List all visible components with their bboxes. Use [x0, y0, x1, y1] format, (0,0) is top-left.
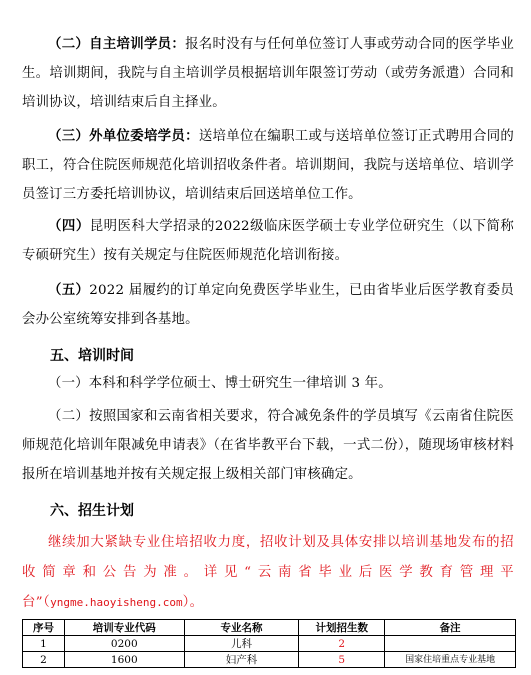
header-index: 序号	[23, 620, 65, 636]
table-header-row	[23, 620, 516, 636]
enrollment-plan-table	[22, 619, 516, 668]
commissioned-trainee-label: （三）外单位委培学员：	[48, 128, 199, 144]
header-planned-count: 计划招生数	[299, 620, 385, 636]
self-trainee-text: 报名时没有与任何单位签订人事或劳动合同的医学毕业生。培训期间，我院与自主培训学员根据培训年限签订劳动（或劳务派遣）合同和培训协议，培训结束后自主择业。	[22, 37, 514, 110]
cell-index: 1	[23, 636, 65, 652]
header-specialty-name: 专业名称	[184, 620, 299, 636]
cell-specialty-code: 1600	[64, 652, 184, 668]
master-students-text: 昆明医科大学招录的2022级临床医学硕士专业学位研究生（以下简称专硕研究生）按有关规定与住院医师规范化培训衔接。	[22, 219, 514, 263]
heading-enrollment-plan: 六、招生计划	[50, 503, 134, 519]
training-time-item-1: （一）本科和科学学位硕士、博士研究生一律培训 3 年。	[48, 376, 392, 391]
training-time-item-2: （二）按照国家和云南省相关要求，符合减免条件的学员填写《云南省住院医师规范化培训年限减免申请表》（在省毕教平台下载，一式二份），随现场审核材料报所在培训基地并按有关规定报上级相关部门审核确定。	[22, 409, 514, 482]
enrollment-plan-text	[22, 528, 514, 618]
heading-training-time: 五、培训时间	[50, 348, 134, 364]
table-row	[23, 636, 516, 652]
enrollment-plan-end: ）。	[182, 595, 204, 610]
table-row	[23, 652, 516, 668]
header-remarks: 备注	[385, 620, 516, 636]
order-graduates-text: 2022 届履约的订单定向免费医学毕业生，已由省毕业后医学教育委员会办公室统筹安排到各基地。	[22, 283, 514, 327]
commissioned-trainee-text: 送培单位在编职工或与送培单位签订正式聘用合同的职工，符合住院医师规范化培训招收条件者。培训期间，我院与送培单位、培训学员签订三方委托培训协议，培训结束后回送培单位工作。	[22, 129, 514, 202]
master-students-label: （四）	[48, 218, 90, 234]
cell-remarks	[385, 636, 516, 652]
cell-planned-count: 5	[299, 652, 385, 668]
cell-remarks: 国家住培重点专业基地	[385, 652, 516, 668]
paragraph-self-trainee	[22, 30, 514, 117]
cell-specialty-name: 儿科	[184, 636, 299, 652]
paragraph-master-students	[22, 212, 514, 270]
header-specialty-code: 培训专业代码	[64, 620, 184, 636]
self-trainee-label: （二）自主培训学员：	[48, 36, 186, 52]
cell-planned-count: 2	[299, 636, 385, 652]
platform-url: yngme.haoyisheng.com	[50, 596, 183, 609]
cell-index: 2	[23, 652, 65, 668]
enrollment-plan-body: 继续加大紧缺专业住培招收力度，招收计划及具体安排以培训基地发布的招收简章和公告为准。详见“云南省毕业后医学教育管理平台”（	[22, 535, 514, 610]
paragraph-order-graduates	[22, 276, 514, 334]
cell-specialty-name: 妇产科	[184, 652, 299, 668]
paragraph-commissioned-trainee	[22, 122, 514, 209]
order-graduates-label: （五）	[48, 282, 90, 298]
cell-specialty-code: 0200	[64, 636, 184, 652]
